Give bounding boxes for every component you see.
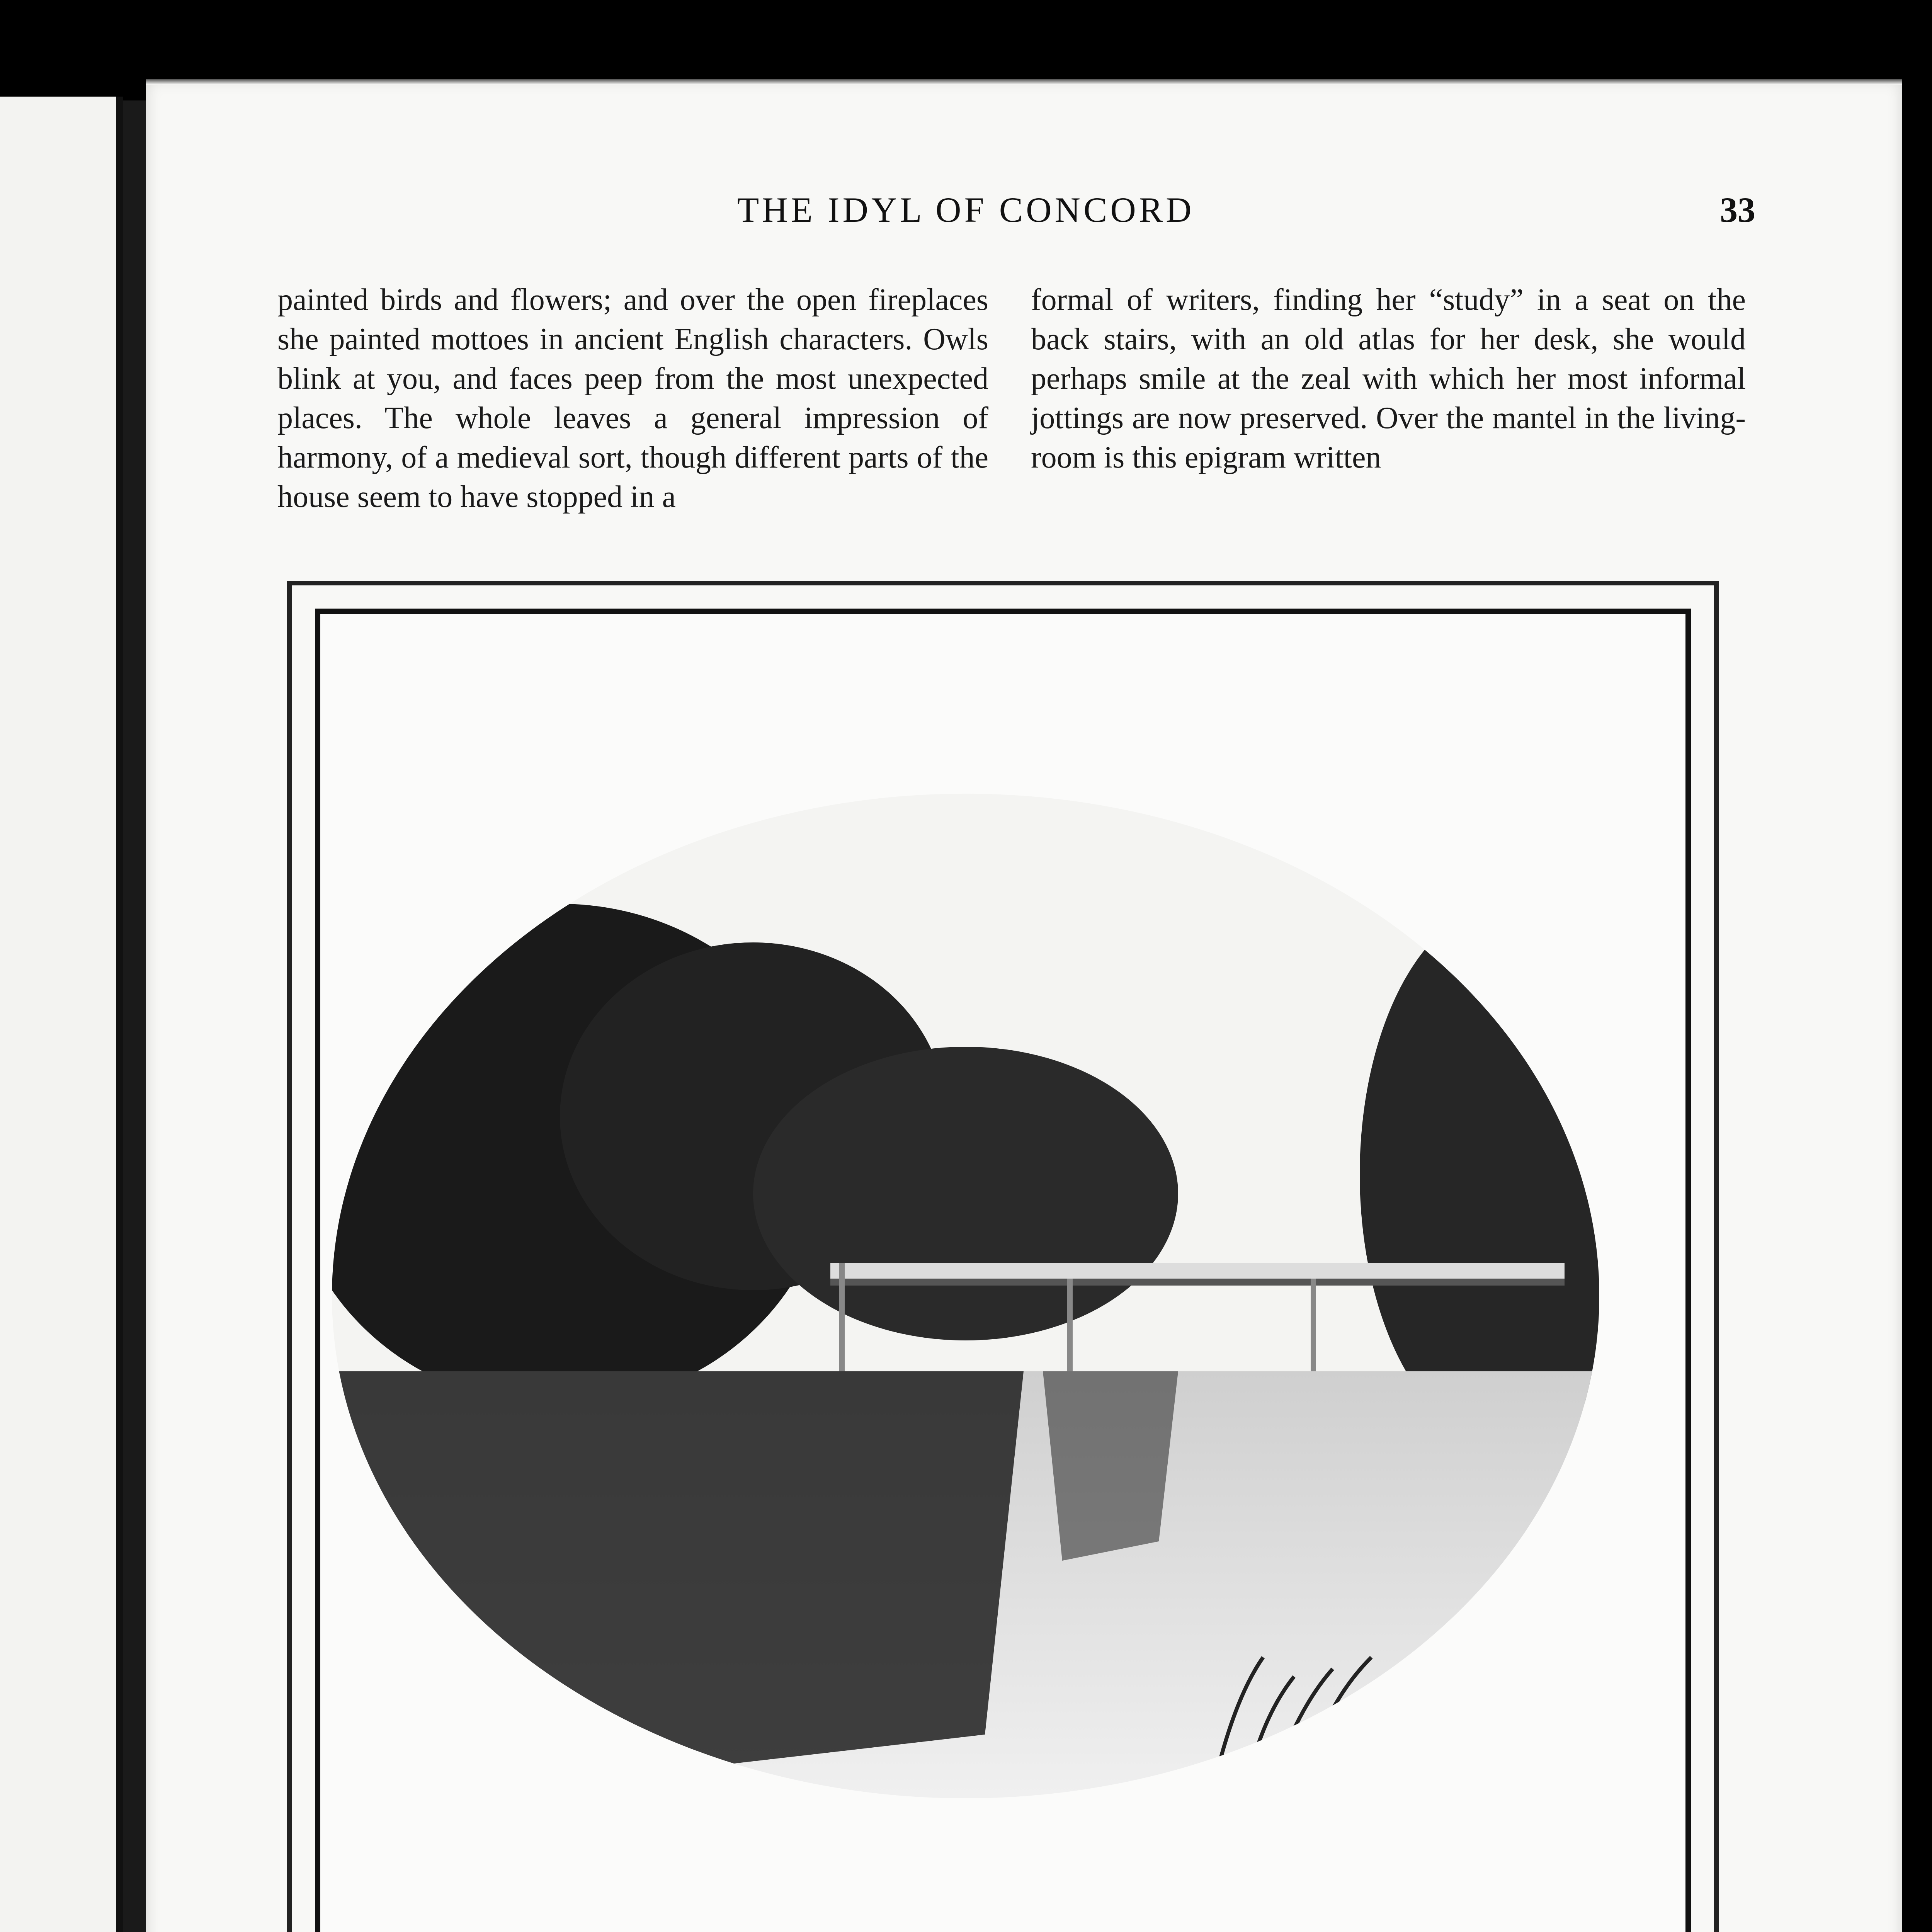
book-gutter [123,100,146,1932]
page-number: 33 [1720,190,1755,230]
page-header [146,189,1902,236]
top-right-column [1031,280,1746,500]
running-title: THE IDYL OF CONCORD [737,190,1195,230]
photo-frame-inner [315,609,1691,1932]
left-page-edge [0,97,123,1932]
old-bridge-photo [328,769,1603,1823]
paragraph: formal of writers, finding her “study” in a seat on the back stairs, with an old atlas for her desk, she would perhaps smile at the zeal with which her most informal jottings are now preserved. Over the mantel in the living-room is this epigram written [1031,283,1746,474]
top-left-column [277,280,988,540]
photo-frame [287,581,1719,1932]
paragraph: painted birds and flowers; and over the open fireplaces she painted mottoes in ancient English characters. Owls blink at you, and faces peep from the most unexpected places. The whole leaves a general impression of harmony, of a medieval sort, though different parts of the house seem to have stopped in a [277,283,988,514]
book-page [146,79,1902,1932]
